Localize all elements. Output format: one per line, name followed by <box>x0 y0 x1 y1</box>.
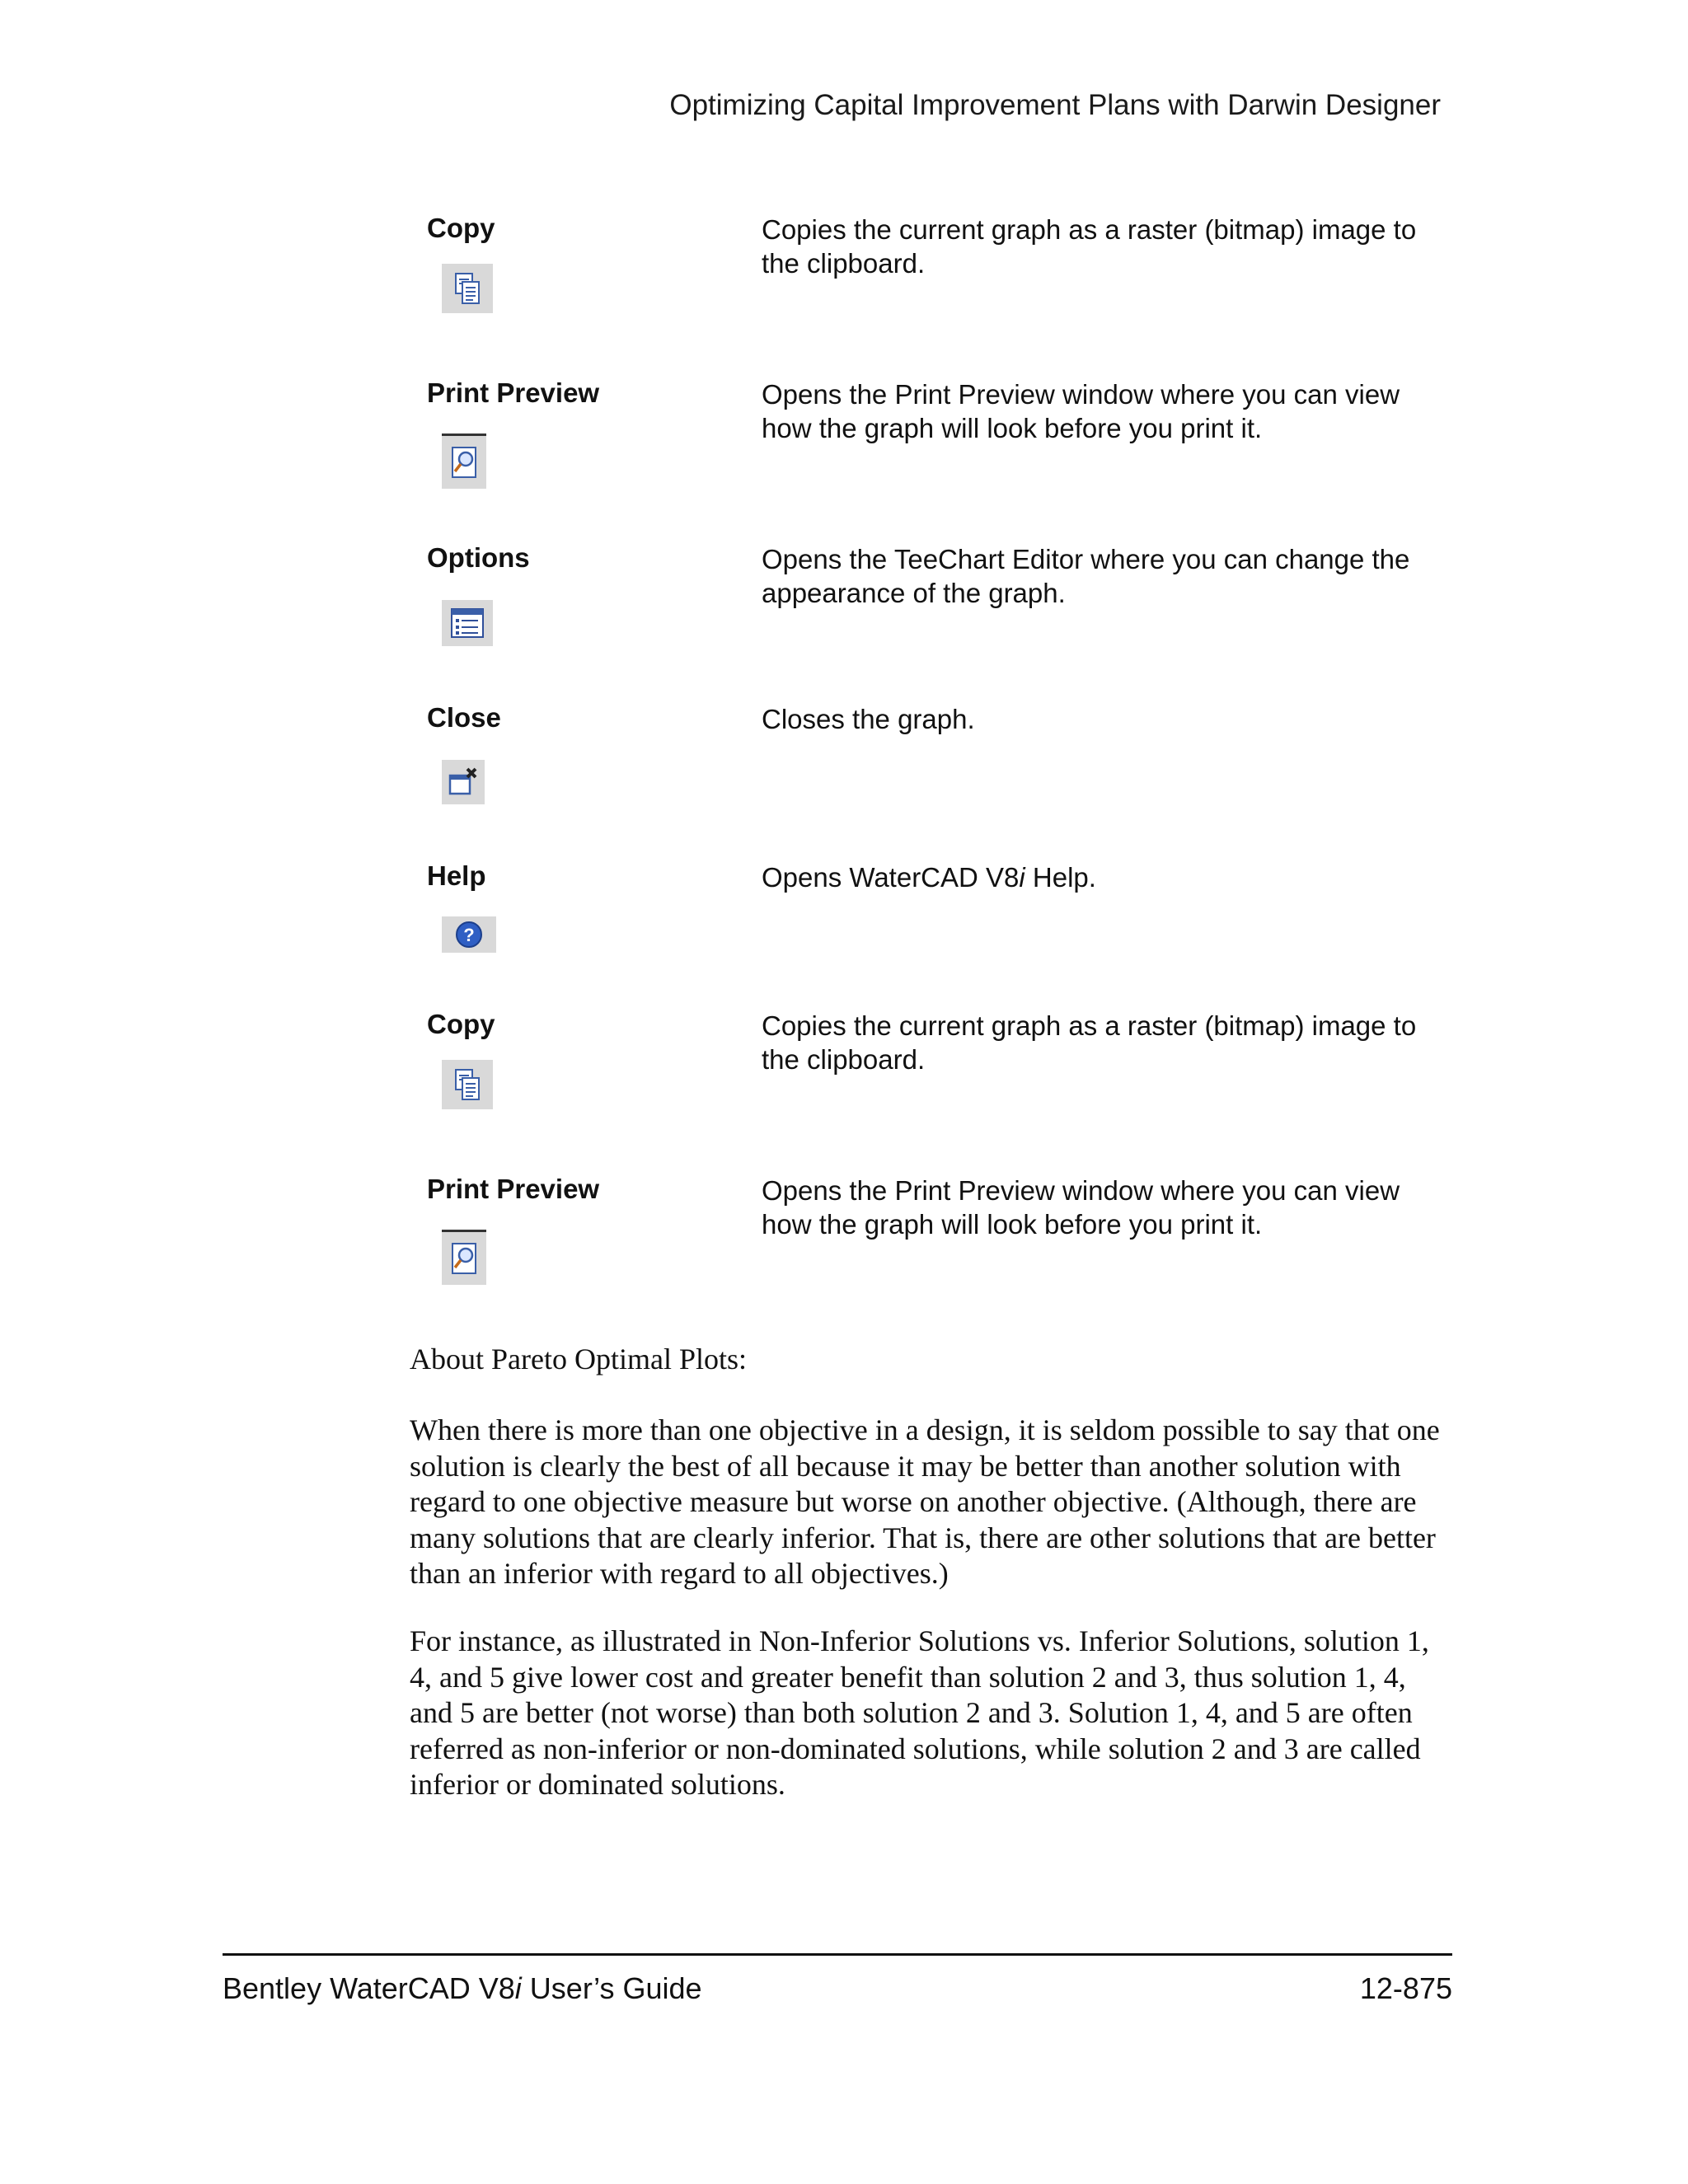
command-description: Opens the Print Preview window where you can view how the graph will look before you print it. <box>762 379 1400 443</box>
help-desc-prefix: Opens WaterCAD V8 <box>762 862 1020 893</box>
command-row-copy <box>427 213 1449 344</box>
command-row-close <box>427 702 1449 834</box>
help-icon <box>442 916 496 953</box>
command-row-print-preview <box>427 1174 1449 1305</box>
paragraph-pareto-example: For instance, as illustrated in Non-Inferior Solutions vs. Inferior Solutions, solution 1, 4, and 5 give lower cost and greater benefit than solution 2 and 3, thus solution 1, 4, and 5 are better (not worse) than both solution 2 and 3. Solution 1, 4, and 5 are often referred as non-inferior or non-dominated solutions, while solution 2 and 3 are called inferior or dominated solutions. <box>410 1624 1429 1801</box>
print-preview-icon <box>442 1230 486 1285</box>
command-name: Close <box>427 702 501 733</box>
command-row-print-preview <box>427 377 1449 509</box>
command-description: Copies the current graph as a raster (bitmap) image to the clipboard. <box>762 1010 1417 1075</box>
command-name: Print Preview <box>427 1174 600 1204</box>
command-row-copy <box>427 1009 1449 1141</box>
command-row-options <box>427 542 1449 674</box>
paragraph-pareto-intro: When there is more than one objective in a design, it is seldom possible to say that one solution is clearly the best of all because it may be better than another solution with regard to one objective measure but worse on another objective. (Although, there are many solutions that are clearly inferior. That is, there are other solutions that are better than an inferior with regard to all objectives.) <box>410 1413 1440 1590</box>
footer-guide-italic: i <box>514 1971 522 2005</box>
svg-text:?: ? <box>463 925 475 945</box>
command-name: Print Preview <box>427 377 600 408</box>
command-name: Copy <box>427 1009 495 1039</box>
command-description: Copies the current graph as a raster (bitmap) image to the clipboard. <box>762 214 1417 279</box>
close-icon <box>442 760 485 804</box>
command-name: Copy <box>427 213 495 243</box>
command-name: Help <box>427 860 486 891</box>
command-description: Opens the TeeChart Editor where you can change the appearance of the graph. <box>762 544 1410 608</box>
footer-divider <box>223 1953 1452 1956</box>
page-number: 12-875 <box>1359 1971 1452 2005</box>
copy-icon <box>442 264 493 313</box>
command-description: Closes the graph. <box>762 704 975 734</box>
footer-guide-suffix: User’s Guide <box>521 1971 702 2005</box>
header-title: Optimizing Capital Improvement Plans with Darwin Designer <box>669 89 1441 121</box>
footer-guide-prefix: Bentley WaterCAD V8 <box>223 1971 515 2005</box>
help-desc-italic: i <box>1019 862 1025 893</box>
command-name: Options <box>427 542 530 573</box>
help-desc-suffix: Help. <box>1025 862 1096 893</box>
command-description <box>762 860 1421 894</box>
print-preview-icon <box>442 434 486 489</box>
command-description: Opens the Print Preview window where you can view how the graph will look before you print it. <box>762 1175 1400 1240</box>
command-row-help <box>427 860 1449 992</box>
options-icon <box>442 600 493 646</box>
copy-icon <box>442 1060 493 1109</box>
footer-guide-title <box>223 1971 702 2006</box>
section-heading: About Pareto Optimal Plots: <box>410 1343 747 1376</box>
